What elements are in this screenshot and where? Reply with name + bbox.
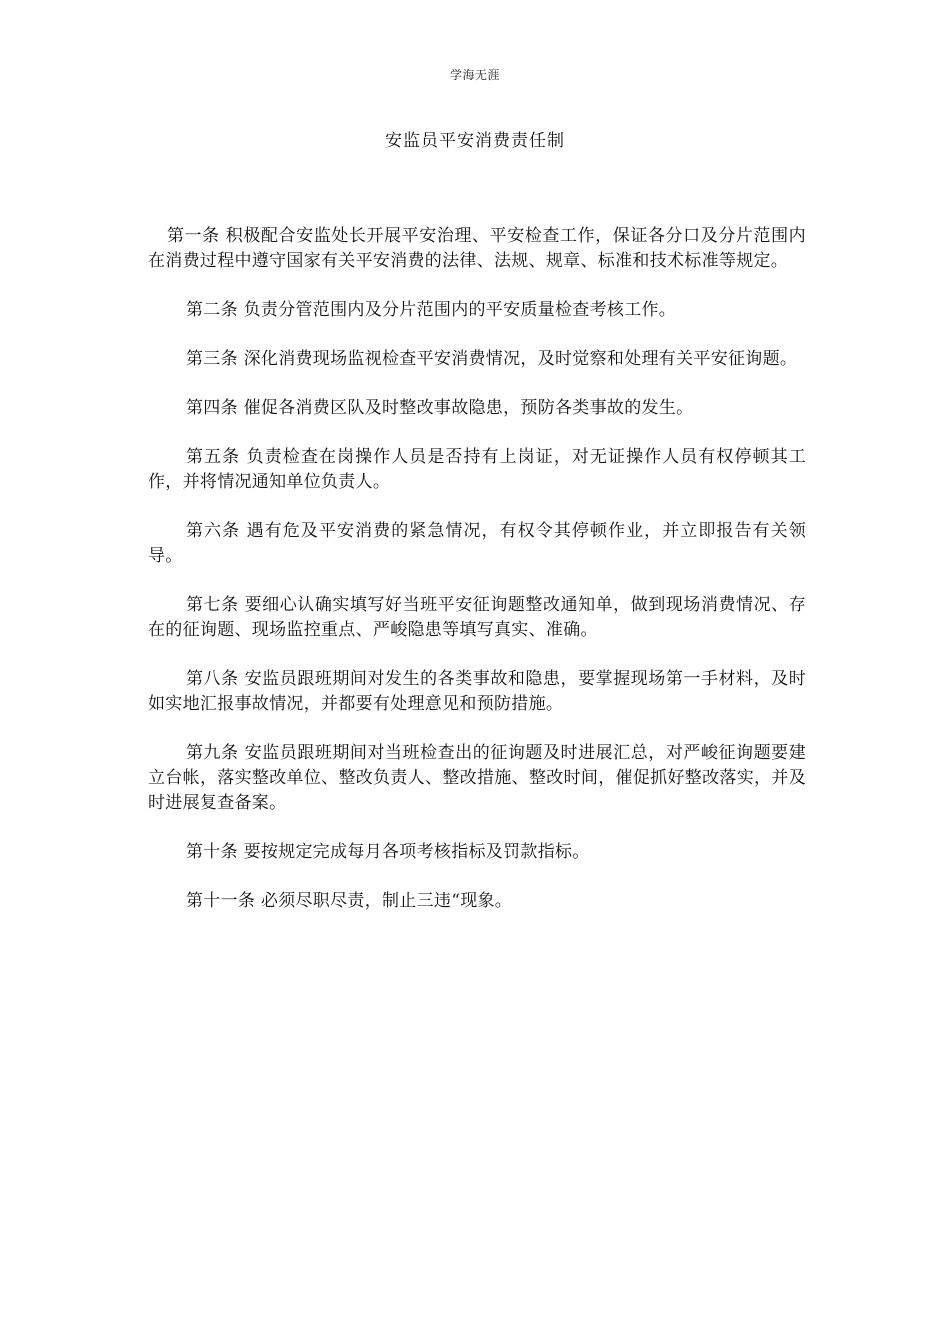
clause-3: 第三条 深化消费现场监视检查平安消费情况，及时觉察和处理有关平安征询题。 <box>186 349 798 369</box>
clause-8: 第八条 安监员跟班期间对发生的各类事故和隐患，要掌握现场第一手材料，及时如实地汇报事故情况，并都要有处理意见和预防措施。 <box>148 669 806 714</box>
clause-1: 第一条 积极配合安监处长开展平安治理、平安检查工作，保证各分口及分片范围内在消费过程中遵守国家有关平安消费的法律、法规、规章、标准和技术标准等规定。 <box>148 226 806 271</box>
clause-4: 第四条 催促各消费区队及时整改事故隐患，预防各类事故的发生。 <box>186 398 694 418</box>
clause-7: 第七条 要细心认确实填写好当班平安征询题整改通知单，做到现场消费情况、存在的征询题、现场监控重点、严峻隐患等填写真实、准确。 <box>148 595 806 640</box>
clause-9: 第九条 安监员跟班期间对当班检查出的征询题及时进展汇总，对严峻征询题要建立台帐，落实整改单位、整改负责人、整改措施、整改时间，催促抓好整改落实，并及时进展复查备案。 <box>148 743 806 813</box>
clause-5: 第五条 负责检查在岗操作人员是否持有上岗证，对无证操作人员有权停顿其工作，并将情况通知单位负责人。 <box>148 447 806 492</box>
clause-2: 第二条 负责分管范围内及分片范围内的平安质量检查考核工作。 <box>186 300 677 320</box>
document-title: 安监员平安消费责任制 <box>385 131 565 151</box>
clause-10: 第十条 要按规定完成每月各项考核指标及罚款指标。 <box>186 842 590 862</box>
clause-11: 第十一条 必须尽职尽责，制止三违“现象。 <box>186 891 513 911</box>
clause-6: 第六条 遇有危及平安消费的紧急情况，有权令其停顿作业，并立即报告有关领导。 <box>148 521 806 566</box>
page-header: 学海无涯 <box>449 68 500 82</box>
document-body <box>148 224 806 938</box>
